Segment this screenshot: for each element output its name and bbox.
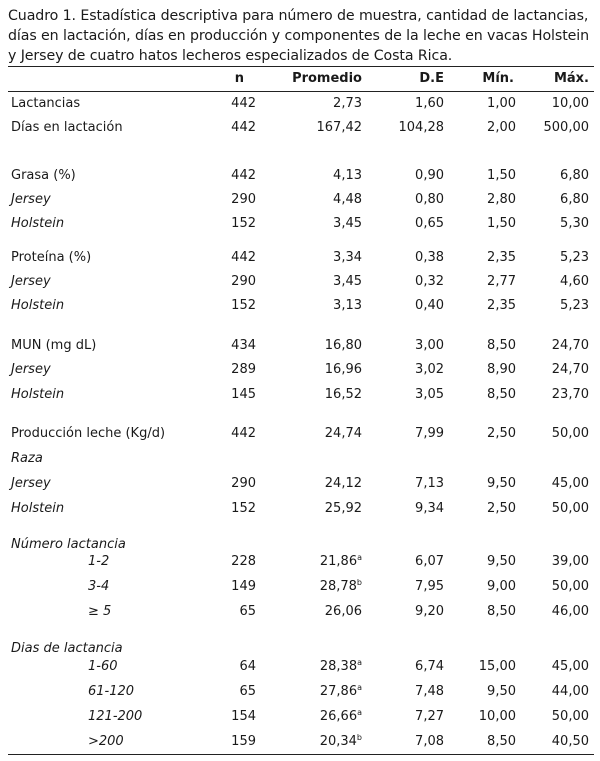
cell-n: 290 bbox=[231, 192, 256, 207]
cell-max: 4,60 bbox=[560, 274, 589, 289]
cell-max: 24,70 bbox=[551, 338, 589, 353]
cell-promedio: 16,52 bbox=[324, 387, 362, 402]
cell-max: 50,00 bbox=[551, 579, 589, 594]
cell-min: 1,00 bbox=[487, 96, 516, 111]
cell-min: 2,35 bbox=[487, 250, 516, 265]
cell-max: 39,00 bbox=[551, 554, 589, 569]
cell-promedio: 3,45 bbox=[333, 274, 362, 289]
header-row bbox=[8, 68, 594, 90]
cell-n: 442 bbox=[231, 120, 256, 135]
cell-min: 2,00 bbox=[487, 120, 516, 135]
cell-promedio: 24,12 bbox=[324, 476, 362, 491]
row-label: Dias de lactancia bbox=[11, 641, 123, 656]
cell-de: 104,28 bbox=[398, 120, 444, 135]
cell-n: 442 bbox=[231, 96, 256, 111]
cell-min: 2,50 bbox=[487, 426, 516, 441]
cell-de: 1,60 bbox=[415, 96, 444, 111]
top-rule bbox=[8, 66, 594, 67]
bottom-rule bbox=[8, 754, 594, 755]
cell-max: 50,00 bbox=[551, 709, 589, 724]
row-label: 61-120 bbox=[88, 684, 135, 699]
row-label: Jersey bbox=[11, 362, 51, 377]
cell-promedio: 27,86$^a$ bbox=[319, 683, 362, 699]
header-rule bbox=[8, 91, 594, 92]
cell-min: 2,77 bbox=[487, 274, 516, 289]
cell-n: 442 bbox=[231, 426, 256, 441]
cell-n: 65 bbox=[239, 684, 256, 699]
cell-max: 5,30 bbox=[560, 216, 589, 231]
table-row bbox=[8, 359, 594, 381]
cell-min: 2,35 bbox=[487, 298, 516, 313]
cell-promedio: 28,38$^a$ bbox=[319, 658, 362, 674]
table-row bbox=[8, 247, 594, 269]
cell-max: 5,23 bbox=[560, 250, 589, 265]
cell-min: 8,90 bbox=[487, 362, 516, 377]
cell-min: 8,50 bbox=[487, 338, 516, 353]
cell-de: 0,32 bbox=[415, 274, 444, 289]
cell-n: 434 bbox=[231, 338, 256, 353]
cell-n: 152 bbox=[231, 501, 256, 516]
cell-promedio: 4,13 bbox=[333, 168, 362, 183]
cell-de: 0,65 bbox=[415, 216, 444, 231]
cell-de: 7,13 bbox=[415, 476, 444, 491]
table-row bbox=[8, 165, 594, 187]
cell-min: 1,50 bbox=[487, 168, 516, 183]
cell-max: 44,00 bbox=[551, 684, 589, 699]
table-row bbox=[8, 448, 594, 470]
header-max: Máx. bbox=[553, 71, 589, 86]
cell-n: 65 bbox=[239, 604, 256, 619]
cell-min: 9,50 bbox=[487, 684, 516, 699]
cell-min: 15,00 bbox=[478, 659, 516, 674]
cell-promedio: 24,74 bbox=[324, 426, 362, 441]
cell-max: 6,80 bbox=[560, 168, 589, 183]
row-label: 121-200 bbox=[88, 709, 143, 724]
cell-promedio: 3,34 bbox=[333, 250, 362, 265]
cell-promedio: 16,96 bbox=[324, 362, 362, 377]
row-label: ≥ 5 bbox=[88, 604, 112, 619]
cell-de: 7,08 bbox=[415, 734, 444, 749]
cell-max: 45,00 bbox=[551, 659, 589, 674]
table-row bbox=[8, 498, 594, 520]
row-label: Jersey bbox=[11, 274, 51, 289]
header-de: D.E bbox=[419, 71, 444, 86]
table-row bbox=[8, 473, 594, 495]
cell-de: 0,38 bbox=[415, 250, 444, 265]
row-label: MUN (mg dL) bbox=[11, 338, 97, 353]
header-promedio: Promedio bbox=[292, 71, 362, 86]
cell-min: 9,50 bbox=[487, 476, 516, 491]
table-row bbox=[8, 335, 594, 357]
cell-max: 46,00 bbox=[551, 604, 589, 619]
cell-max: 6,80 bbox=[560, 192, 589, 207]
cell-de: 3,02 bbox=[415, 362, 444, 377]
table-row bbox=[8, 601, 594, 623]
cell-promedio: 167,42 bbox=[316, 120, 362, 135]
table-row bbox=[8, 576, 594, 598]
header-n: n bbox=[234, 71, 244, 86]
row-label: Holstein bbox=[11, 387, 65, 402]
cell-max: 500,00 bbox=[543, 120, 589, 135]
table-row bbox=[8, 706, 594, 728]
cell-min: 10,00 bbox=[478, 709, 516, 724]
cell-n: 64 bbox=[239, 659, 256, 674]
cell-de: 6,74 bbox=[415, 659, 444, 674]
cell-max: 24,70 bbox=[551, 362, 589, 377]
cell-min: 9,50 bbox=[487, 554, 516, 569]
row-label: Días en lactación bbox=[11, 120, 123, 135]
cell-promedio: 3,45 bbox=[333, 216, 362, 231]
cell-n: 152 bbox=[231, 216, 256, 231]
cell-min: 8,50 bbox=[487, 734, 516, 749]
cell-max: 23,70 bbox=[551, 387, 589, 402]
cell-n: 152 bbox=[231, 298, 256, 313]
row-label: Raza bbox=[11, 451, 43, 466]
cell-de: 7,48 bbox=[415, 684, 444, 699]
cell-n: 289 bbox=[231, 362, 256, 377]
row-label: Holstein bbox=[11, 298, 65, 313]
row-label: Jersey bbox=[11, 192, 51, 207]
cell-max: 45,00 bbox=[551, 476, 589, 491]
cell-promedio: 3,13 bbox=[333, 298, 362, 313]
row-label: Producción leche (Kg/d) bbox=[11, 426, 166, 441]
table-row bbox=[8, 213, 594, 235]
cell-n: 159 bbox=[231, 734, 256, 749]
row-label: Lactancias bbox=[11, 96, 81, 111]
row-label: >200 bbox=[88, 734, 124, 749]
cell-promedio: 26,66$^a$ bbox=[319, 708, 362, 724]
table-row bbox=[8, 117, 594, 139]
cell-n: 228 bbox=[231, 554, 256, 569]
cell-n: 290 bbox=[231, 476, 256, 491]
cell-de: 0,80 bbox=[415, 192, 444, 207]
cell-promedio: 21,86$^a$ bbox=[319, 553, 362, 569]
cell-min: 8,50 bbox=[487, 604, 516, 619]
cell-min: 2,80 bbox=[487, 192, 516, 207]
cell-min: 8,50 bbox=[487, 387, 516, 402]
row-label: Proteína (%) bbox=[11, 250, 92, 265]
row-label: 1-60 bbox=[88, 659, 118, 674]
cell-n: 290 bbox=[231, 274, 256, 289]
cell-n: 145 bbox=[231, 387, 256, 402]
cell-n: 154 bbox=[231, 709, 256, 724]
cell-de: 3,00 bbox=[415, 338, 444, 353]
table-row bbox=[8, 551, 594, 573]
cell-de: 6,07 bbox=[415, 554, 444, 569]
cell-n: 442 bbox=[231, 168, 256, 183]
cell-min: 1,50 bbox=[487, 216, 516, 231]
cell-max: 50,00 bbox=[551, 426, 589, 441]
cell-promedio: 25,92 bbox=[324, 501, 362, 516]
cell-de: 7,99 bbox=[415, 426, 444, 441]
cell-de: 7,95 bbox=[415, 579, 444, 594]
row-label: Número lactancia bbox=[11, 537, 126, 552]
row-label: 3-4 bbox=[88, 579, 110, 594]
header-min: Mín. bbox=[482, 71, 514, 86]
table-row bbox=[8, 189, 594, 211]
cell-de: 9,20 bbox=[415, 604, 444, 619]
cell-max: 5,23 bbox=[560, 298, 589, 313]
row-label: Holstein bbox=[11, 501, 65, 516]
cell-de: 7,27 bbox=[415, 709, 444, 724]
table-row bbox=[8, 93, 594, 115]
table-row bbox=[8, 384, 594, 406]
cell-de: 0,90 bbox=[415, 168, 444, 183]
table-row bbox=[8, 656, 594, 678]
cell-promedio: 2,73 bbox=[333, 96, 362, 111]
table-row bbox=[8, 681, 594, 703]
table-caption: Cuadro 1. Estadística descriptiva para número de muestra, cantidad de lactancias, días en lactación, días en producción y componentes de la leche en vacas Holstein y Jersey de cuatro hatos lecheros especializados de Costa Rica. bbox=[8, 8, 590, 64]
cell-n: 442 bbox=[231, 250, 256, 265]
cell-min: 9,00 bbox=[487, 579, 516, 594]
table-row bbox=[8, 271, 594, 293]
cell-max: 50,00 bbox=[551, 501, 589, 516]
cell-n: 149 bbox=[231, 579, 256, 594]
row-label: Jersey bbox=[11, 476, 51, 491]
cell-de: 0,40 bbox=[415, 298, 444, 313]
row-label: Holstein bbox=[11, 216, 65, 231]
cell-de: 3,05 bbox=[415, 387, 444, 402]
row-label: 1-2 bbox=[88, 554, 110, 569]
table-row bbox=[8, 731, 594, 753]
cell-promedio: 28,78$^b$ bbox=[319, 578, 362, 594]
row-label: Grasa (%) bbox=[11, 168, 76, 183]
table-row bbox=[8, 423, 594, 445]
cell-min: 2,50 bbox=[487, 501, 516, 516]
cell-de: 9,34 bbox=[415, 501, 444, 516]
cell-promedio: 16,80 bbox=[324, 338, 362, 353]
table-row bbox=[8, 295, 594, 317]
cell-max: 40,50 bbox=[551, 734, 589, 749]
cell-promedio: 26,06 bbox=[324, 604, 362, 619]
cell-max: 10,00 bbox=[551, 96, 589, 111]
cell-promedio: 20,34$^b$ bbox=[319, 733, 362, 749]
cell-promedio: 4,48 bbox=[333, 192, 362, 207]
